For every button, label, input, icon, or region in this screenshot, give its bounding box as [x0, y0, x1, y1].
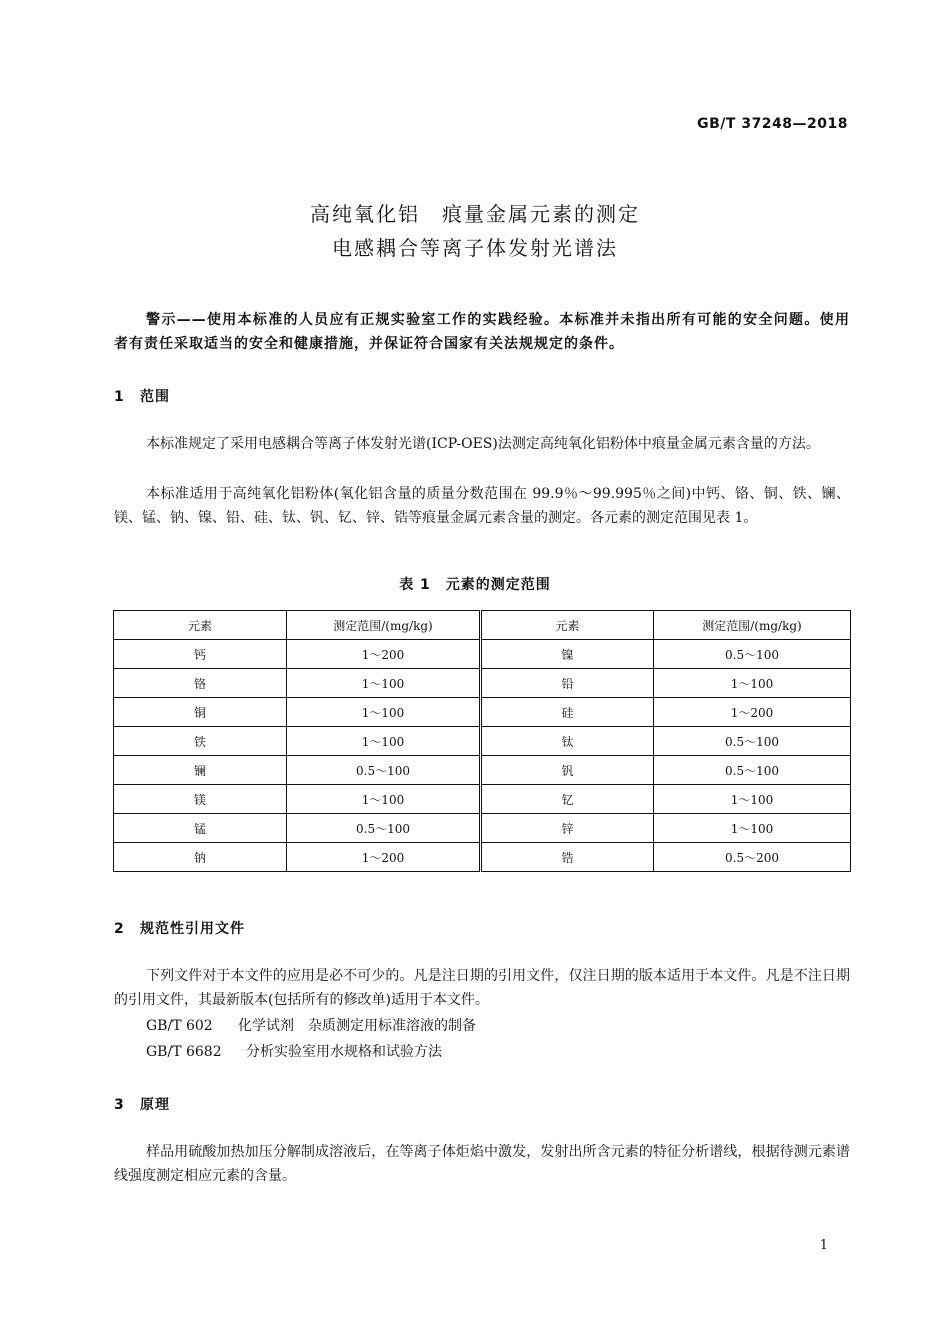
table-cell: 0.5～100: [654, 640, 851, 669]
table-row: [114, 843, 851, 872]
table-cell: 镁: [114, 785, 287, 814]
section-heading-references: [114, 918, 245, 938]
table-cell: 锌: [481, 814, 654, 843]
table-cell: 锰: [114, 814, 287, 843]
table-header-cell: 元素: [114, 611, 287, 640]
table-cell: 1～100: [654, 785, 851, 814]
table-cell: 1～100: [287, 785, 481, 814]
table-header-cell: 元素: [481, 611, 654, 640]
table-row: [114, 669, 851, 698]
scope-paragraph-1: 本标准规定了采用电感耦合等离子体发射光谱(ICP-OES)法测定高纯氧化铝粉体中痕量金属元素含量的方法。: [146, 436, 820, 452]
table-cell: 铁: [114, 727, 287, 756]
references-paragraph: 下列文件对于本文件的应用是必不可少的。凡是注日期的引用文件，仅注日期的版本适用于本文件。凡是不注日期的引用文件，其最新版本(包括所有的修改单)适用于本文件。: [114, 968, 850, 1008]
section-title: 原理: [140, 1097, 170, 1113]
table-cell: 1～100: [287, 727, 481, 756]
table-cell: 1～100: [654, 814, 851, 843]
table-cell: 1～100: [654, 669, 851, 698]
section-heading-principle: [114, 1094, 170, 1114]
warning-paragraph: 警示——使用本标准的人员应有正规实验室工作的实践经验。本标准并未指出所有可能的安全问题。使用者有责任采取适当的安全和健康措施，并保证符合国家有关法规规定的条件。: [114, 312, 850, 352]
section-heading-scope: [114, 386, 170, 406]
table-caption: 表 1 元素的测定范围: [399, 577, 551, 593]
section-title: 范围: [140, 389, 170, 405]
table-cell: 1～100: [287, 669, 481, 698]
table-cell: 硅: [481, 698, 654, 727]
reference-item: [146, 1014, 476, 1038]
table-cell: 锆: [481, 843, 654, 872]
section-title: 规范性引用文件: [140, 921, 245, 937]
table-cell: 1～100: [287, 698, 481, 727]
table-cell: 钛: [481, 727, 654, 756]
element-range-table: [113, 610, 851, 872]
table-cell: 1～200: [287, 843, 481, 872]
table-row: [114, 756, 851, 785]
table-cell: 1～200: [287, 640, 481, 669]
document-title-line2: 电感耦合等离子体发射光谱法: [332, 236, 618, 260]
table-cell: 0.5～100: [287, 756, 481, 785]
table-cell: 0.5～100: [654, 727, 851, 756]
table-header-row: [114, 611, 851, 640]
table-cell: 镧: [114, 756, 287, 785]
reference-title: 化学试剂 杂质测定用标准溶液的制备: [238, 1018, 476, 1034]
table-cell: 0.5～200: [654, 843, 851, 872]
table-cell: 钒: [481, 756, 654, 785]
table-row: [114, 727, 851, 756]
page-number: 1: [819, 1238, 828, 1253]
table-header-cell: 测定范围/(mg/kg): [654, 611, 851, 640]
table-cell: 铬: [114, 669, 287, 698]
table-row: [114, 698, 851, 727]
table-cell: 钙: [114, 640, 287, 669]
section-number: 2: [114, 921, 125, 937]
table-cell: 铜: [114, 698, 287, 727]
table-cell: 镍: [481, 640, 654, 669]
table-cell: 1～200: [654, 698, 851, 727]
reference-code: GB/T 602: [146, 1018, 213, 1034]
reference-item: [146, 1040, 442, 1064]
standard-code: GB/T 37248—2018: [697, 116, 848, 132]
reference-code: GB/T 6682: [146, 1044, 222, 1060]
scope-paragraph-2: 本标准适用于高纯氧化铝粉体(氧化铝含量的质量分数范围在 99.9％～99.995％之间)中钙、铬、铜、铁、镧、镁、锰、钠、镍、铅、硅、钛、钒、钇、锌、锆等痕量金属元素含量的测定。各元素的测定范围见表 1。: [114, 486, 850, 526]
table-row: [114, 640, 851, 669]
table-cell: 0.5～100: [287, 814, 481, 843]
principle-paragraph: 样品用硫酸加热加压分解制成溶液后，在等离子体炬焰中激发，发射出所含元素的特征分析谱线，根据待测元素谱线强度测定相应元素的含量。: [114, 1144, 850, 1184]
table-cell: 钇: [481, 785, 654, 814]
table-row: [114, 785, 851, 814]
reference-title: 分析实验室用水规格和试验方法: [246, 1044, 442, 1060]
table-row: [114, 814, 851, 843]
section-number: 1: [114, 389, 125, 405]
section-number: 3: [114, 1097, 125, 1113]
table-cell: 铅: [481, 669, 654, 698]
document-title-line1: 高纯氧化铝 痕量金属元素的测定: [310, 202, 640, 226]
table-header-cell: 测定范围/(mg/kg): [287, 611, 481, 640]
table-cell: 钠: [114, 843, 287, 872]
table-cell: 0.5～100: [654, 756, 851, 785]
